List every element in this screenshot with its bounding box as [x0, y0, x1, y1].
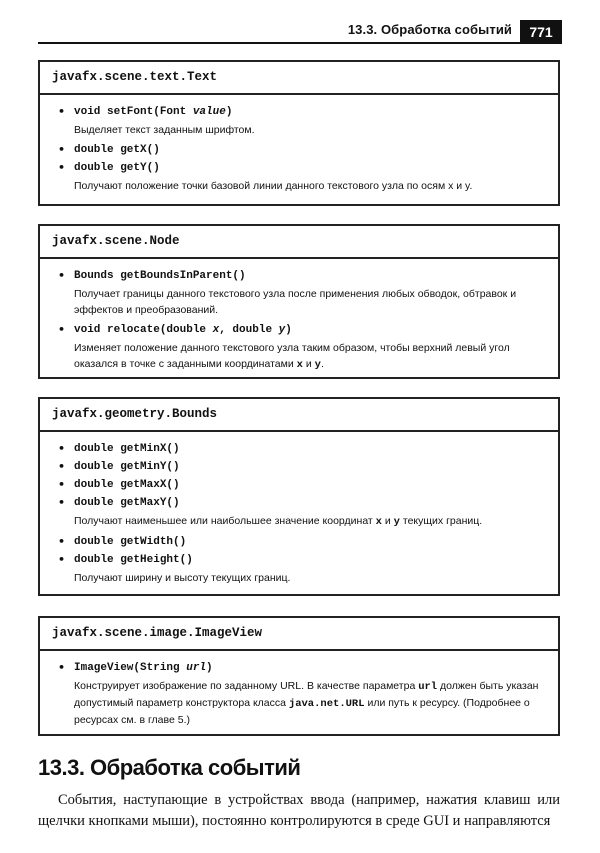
- method-getminx: • double getMinX(): [58, 442, 180, 455]
- api-box-imageview: [38, 616, 560, 736]
- api-box-title: javafx.scene.image.ImageView: [40, 618, 558, 651]
- api-box-title: javafx.scene.Node: [40, 226, 558, 259]
- method-getboundsinparent: • Bounds getBoundsInParent(): [58, 269, 246, 282]
- constructor-imageview: • ImageView(String url): [58, 661, 213, 674]
- api-box-title: javafx.geometry.Bounds: [40, 399, 558, 432]
- api-box-title: javafx.scene.text.Text: [40, 62, 558, 95]
- page-number: 771: [520, 20, 562, 44]
- section-heading: 13.3. Обработка событий: [38, 755, 301, 780]
- method-description: Получают наименьшее или наибольшее значение координат x и y текущих границ.: [74, 515, 483, 528]
- api-box-bounds: [38, 397, 560, 596]
- method-setfont: • void setFont(Font value): [58, 105, 233, 118]
- method-getmaxx: • double getMaxX(): [58, 478, 180, 491]
- method-getheight: • double getHeight(): [58, 553, 193, 566]
- method-description: Изменяет положение данного текстового узла таким образом, чтобы верхний левый угол оказался в точке с заданными координатами x и y.: [74, 342, 510, 371]
- method-description: Получают положение точки базовой линии данного текстового узла по осям x и y.: [74, 180, 473, 192]
- running-header: [38, 20, 562, 44]
- method-description: Конструирует изображение по заданному URL. В качестве параметра url должен быть указан допустимый параметр конструктора класса java.net.URL или путь к ресурсу. (Подробнее о ресурсах см. в главе 5.): [74, 680, 539, 726]
- method-getwidth: • double getWidth(): [58, 535, 187, 548]
- method-description: Получают ширину и высоту текущих границ.: [74, 572, 291, 584]
- method-description: Выделяет текст заданным шрифтом.: [74, 124, 255, 136]
- method-getmaxy: • double getMaxY(): [58, 496, 180, 509]
- api-box-text: [38, 60, 560, 206]
- method-description: Получает границы данного текстового узла после применения любых обводок, обтравок и эффектов и преобразований.: [74, 288, 517, 316]
- header-title: 13.3. Обработка событий: [347, 22, 512, 37]
- method-gety: • double getY(): [58, 161, 160, 174]
- method-getx: • double getX(): [58, 143, 160, 156]
- header-rule: [38, 42, 562, 44]
- body-paragraph: События, наступающие в устройствах ввода (например, нажатия клавиш или щелчки кнопками мыши), постоянно контролируются в среде GUI и направляются: [38, 792, 560, 829]
- method-relocate: • void relocate(double x, double y): [58, 323, 292, 336]
- api-box-node: [38, 224, 560, 379]
- method-getminy: • double getMinY(): [58, 460, 180, 473]
